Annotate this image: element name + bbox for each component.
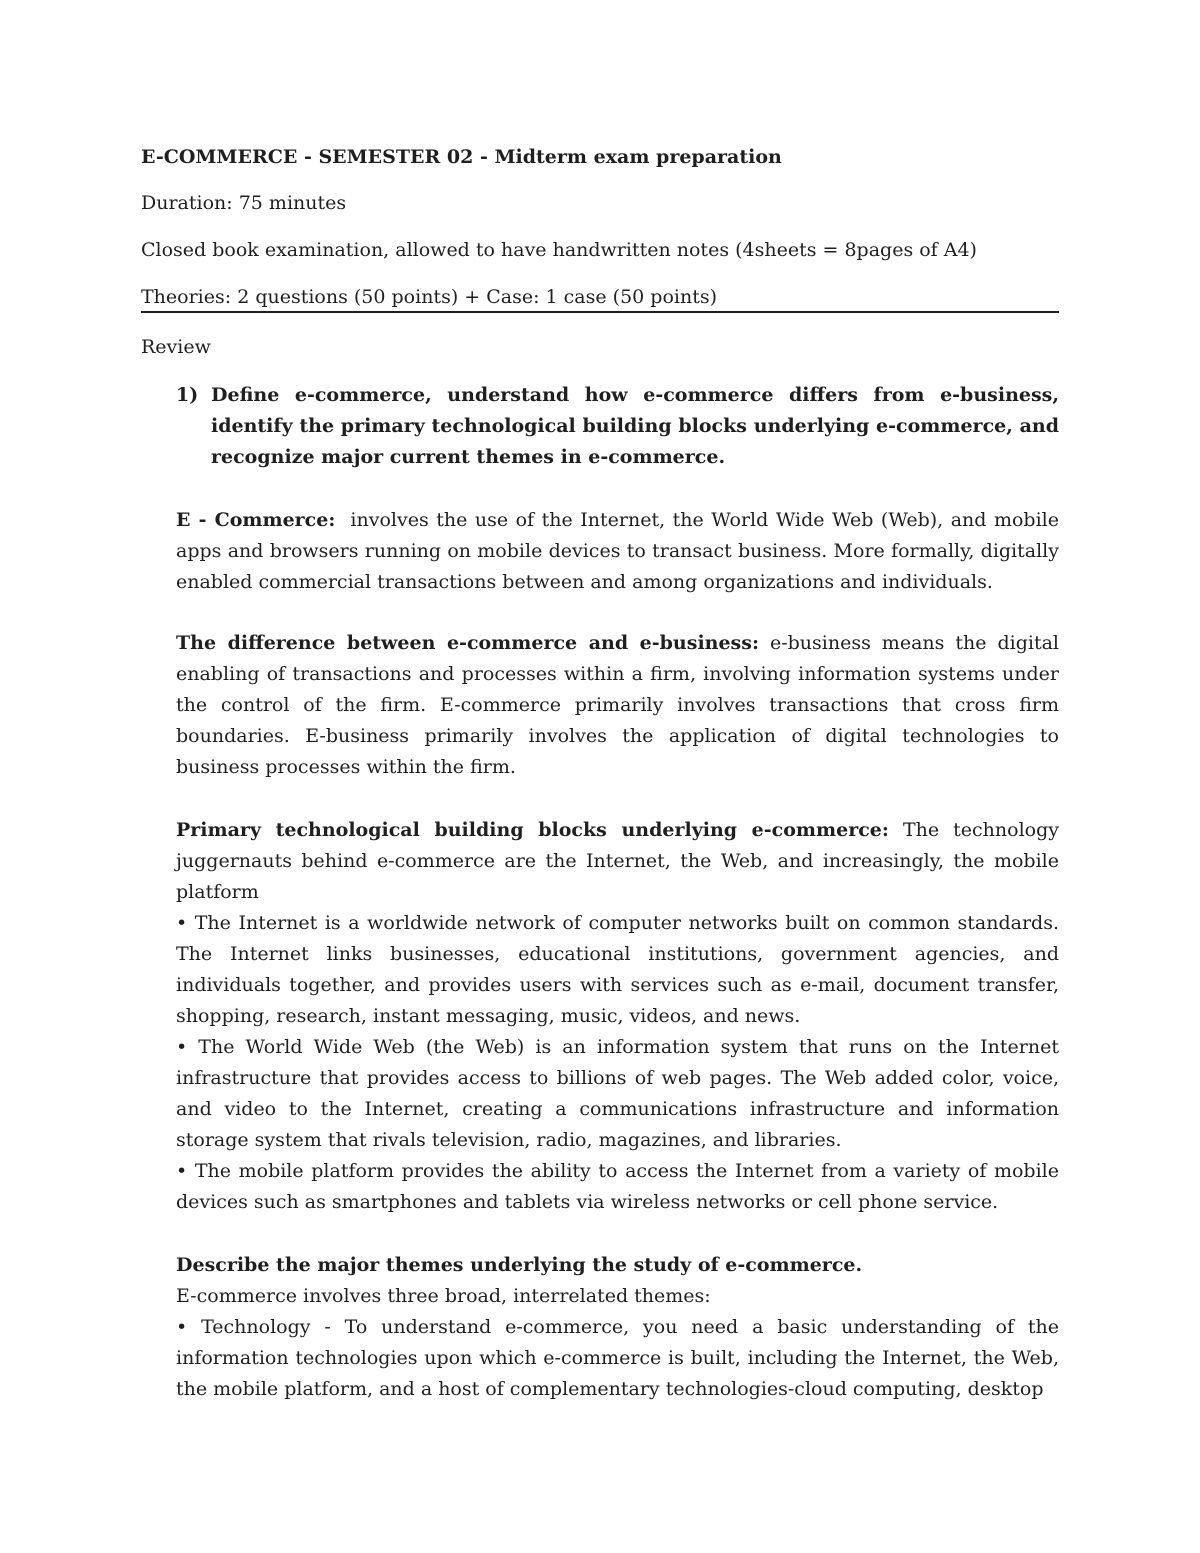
difference-section — [176, 628, 1059, 783]
themes-section — [176, 1250, 1059, 1405]
ecommerce-text: involves the use of the Internet, the World Wide Web (Web), and mobile apps and browsers running on mobile devices to transact business. More formally, digitally enabled commercial transactions between and among organizations and individuals. — [176, 509, 1059, 593]
review-heading: Review — [141, 336, 211, 358]
bullet-web: • The World Wide Web (the Web) is an information system that runs on the Internet infrastructure that provides access to billions of web pages. The Web added color, voice, and video to the Internet, creating a communications infrastructure and information storage system that rivals television, radio, magazines, and libraries. — [176, 1036, 1059, 1151]
building-blocks-section — [176, 815, 1059, 1218]
question-number: 1) — [176, 384, 199, 406]
document-title: E-COMMERCE - SEMESTER 02 - Midterm exam preparation — [141, 146, 782, 168]
ecommerce-label: E - Commerce: — [176, 509, 336, 531]
ecommerce-definition — [176, 505, 1059, 598]
bullet-internet: • The Internet is a worldwide network of computer networks built on common standards. The Internet links businesses, educational institutions, government agencies, and individuals together, and provides users with services such as e-mail, document transfer, shopping, research, instant messaging, music, videos, and news. — [176, 912, 1059, 1027]
header-divider — [141, 311, 1059, 313]
building-blocks-text: The technology juggernauts behind e-commerce are the Internet, the Web, and increasingly, the mobile platform — [176, 819, 1059, 903]
building-blocks-label: Primary technological building blocks underlying e-commerce: — [176, 819, 889, 841]
themes-heading: Describe the major themes underlying the study of e-commerce. — [176, 1254, 863, 1276]
question-text: Define e-commerce, understand how e-commerce differs from e-business, identify the primary technological building blocks underlying e-commerce, and recognize major current themes in e-commerce. — [211, 384, 1059, 468]
difference-label: The difference between e-commerce and e-business: — [176, 632, 759, 654]
bullet-mobile: • The mobile platform provides the ability to access the Internet from a variety of mobile devices such as smartphones and tablets via wireless networks or cell phone service. — [176, 1160, 1059, 1213]
bullet-technology: • Technology - To understand e-commerce, you need a basic understanding of the information technologies upon which e-commerce is built, including the Internet, the Web, the mobile platform, and a host of complementary technologies-cloud computing, desktop — [176, 1316, 1059, 1400]
exam-rules: Closed book examination, allowed to have handwritten notes (4sheets = 8pages of A4) — [141, 239, 977, 261]
themes-intro: E-commerce involves three broad, interrelated themes: — [176, 1285, 711, 1307]
exam-duration: Duration: 75 minutes — [141, 192, 347, 214]
difference-text: e-business means the digital enabling of transactions and processes within a firm, involving information systems under the control of the firm. E-commerce primarily involves transactions that cross firm boundaries. E-business primarily involves the application of digital technologies to business processes within the firm. — [176, 632, 1059, 778]
exam-structure: Theories: 2 questions (50 points) + Case: 1 case (50 points) — [141, 286, 718, 308]
